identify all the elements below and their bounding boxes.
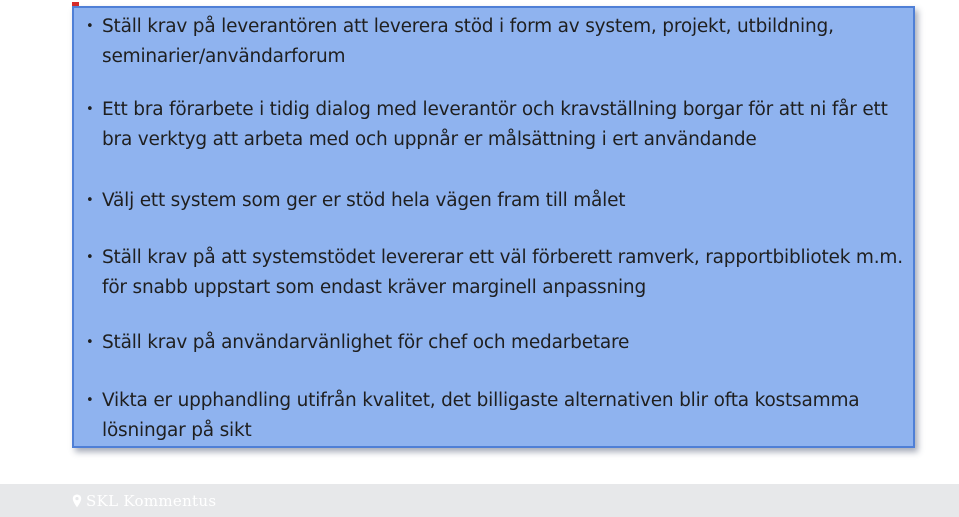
- bullet-text: Vikta er upphandling utifrån kvalitet, det billigaste alternativen blir ofta kostsamma lösningar på sikt: [102, 390, 860, 441]
- bullet-item: [82, 95, 912, 155]
- bullet-marker: •: [86, 19, 94, 34]
- bullet-item: [82, 186, 912, 216]
- bullet-text: Ställ krav på användarvänlighet för chef och medarbetare: [102, 332, 630, 353]
- footer-logo: [72, 491, 216, 511]
- footer-logo-text: SKL Kommentus: [86, 492, 217, 510]
- pin-icon: [72, 494, 82, 508]
- bullet-marker: •: [86, 250, 94, 265]
- bullet-marker: •: [86, 193, 94, 208]
- bullet-text: Välj ett system som ger er stöd hela vägen fram till målet: [102, 190, 626, 211]
- bullet-marker: •: [86, 335, 94, 350]
- bullet-text: Ställ krav på att systemstödet levererar ett väl förberett ramverk, rapportbibliotek m.m. för snabb uppstart som endast kräver marginell anpassning: [102, 247, 903, 298]
- bullet-item: [82, 12, 912, 72]
- bullet-text: Ett bra förarbete i tidig dialog med leverantör och kravställning borgar för att ni får ett bra verktyg att arbeta med och uppnår er målsättning i ert användande: [102, 99, 888, 150]
- bullet-marker: •: [86, 393, 94, 408]
- bullet-text: Ställ krav på leverantören att leverera stöd i form av system, projekt, utbildning, seminarier/användarforum: [102, 16, 834, 67]
- bullet-item: [82, 243, 912, 303]
- bullet-marker: •: [86, 102, 94, 117]
- bullet-item: [82, 386, 912, 446]
- bullet-item: [82, 328, 912, 358]
- footer-bar: [0, 484, 959, 517]
- content-panel: [72, 6, 915, 448]
